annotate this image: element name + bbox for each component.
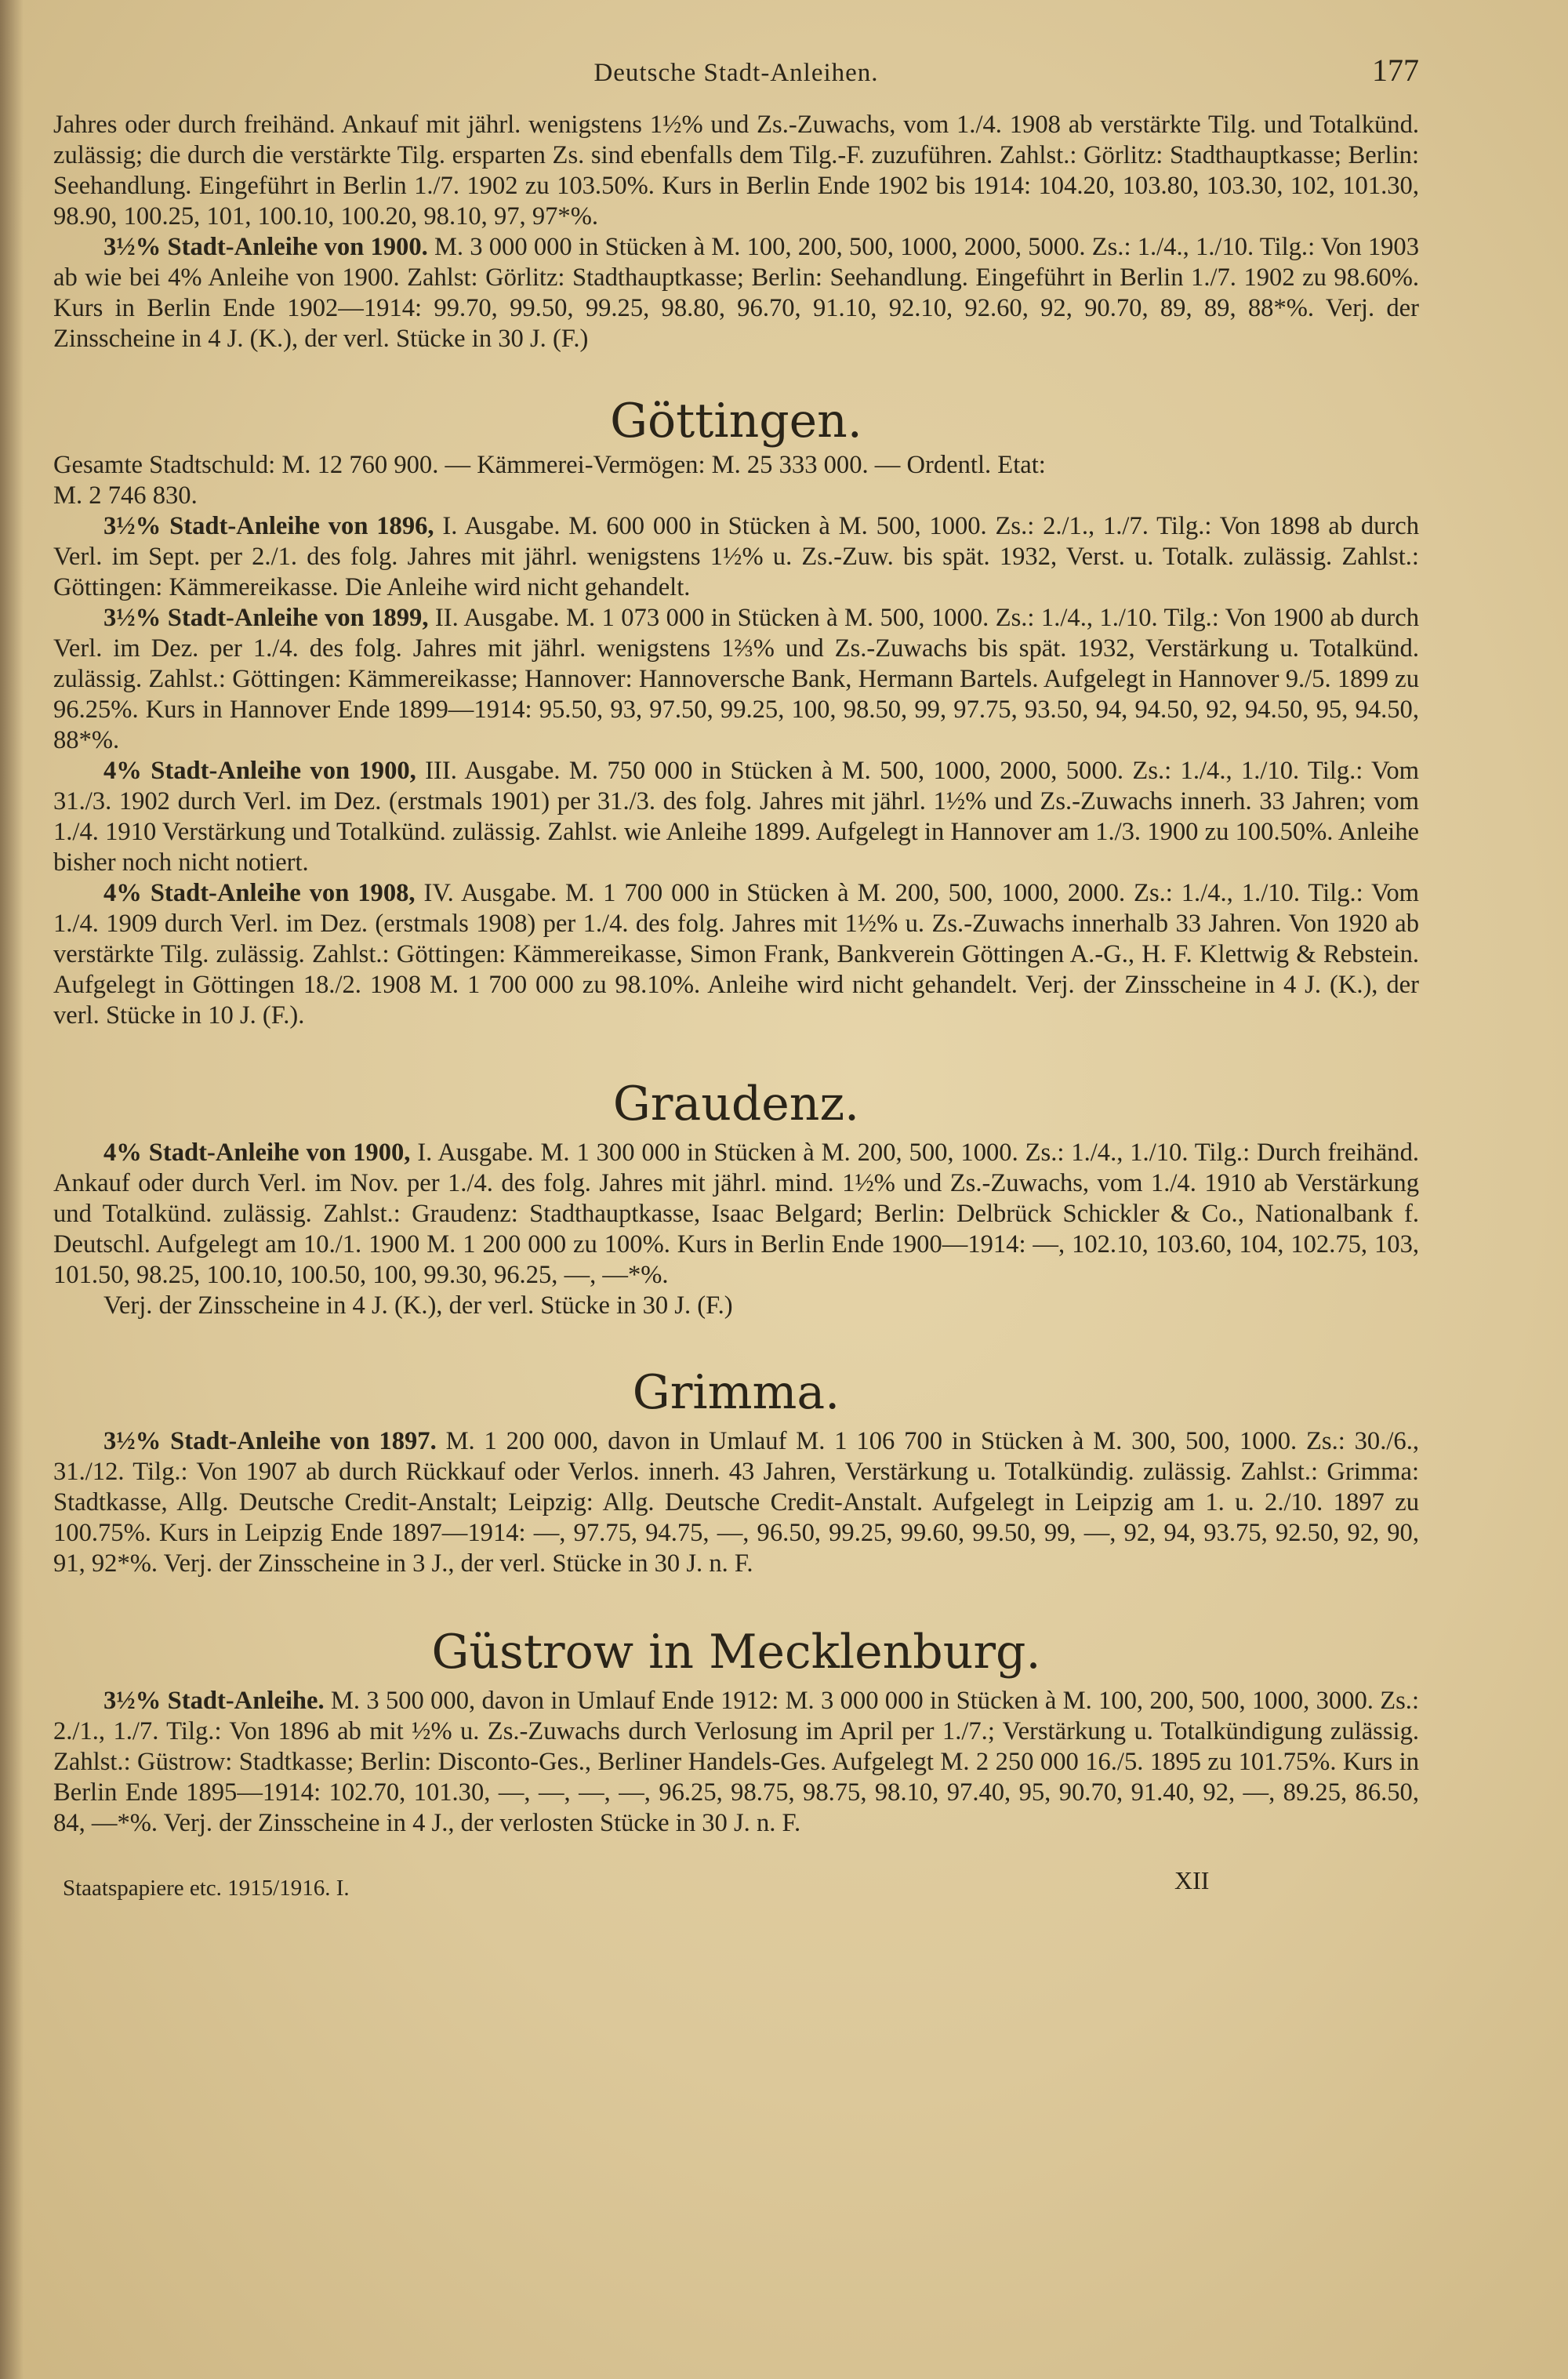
loan-limitation: Verj. der Zinsscheine in 4 J. (K.), der verl. Stücke in 30 J. (F.) [103, 1291, 733, 1320]
city-heading-guestrow: Güstrow in Mecklenburg. [431, 1625, 1041, 1680]
city-heading-goettingen: Göttingen. [610, 394, 862, 449]
page-header [53, 55, 1419, 110]
loan-entry [53, 878, 1419, 1031]
loan-body: IV. Ausgabe. M. 1 700 000 in Stücken à M. 200, 500, 1000, 2000. Zs.: 1./4., 1./10. Tilg.: Vom 1./4. 1909 durch Verl. im Dez. (erstmals 1908) per 1./4. des folg. Jahres mit 1½% u. Zs.-Zuwachs innerhalb 33 Jahren. Von 1920 ab verstärkte Tilg. zulässig. Zahlst.: Göttingen: Kämmereikasse, Simon Frank, Bankverein Göttingen A.-G., H. F. Klettwig & Rebstein. Aufgelegt in Göttingen 18./2. 1908 M. 1 700 000 zu 98.10%. Anleihe wird nicht gehandelt. Verj. der Zinsscheine in 4 J. (K.), der verl. Stücke in 10 J. (F.). [53, 879, 1419, 1030]
loan-title: 3½% Stadt-Anleihe. [103, 1687, 325, 1715]
loan-title: 4% Stadt-Anleihe von 1900, [103, 757, 416, 785]
loan-title: 3½% Stadt-Anleihe von 1900. [103, 233, 428, 261]
page-number: 177 [1372, 53, 1419, 88]
running-title: Deutsche Stadt-Anleihen. [593, 59, 879, 87]
debt-summary: Gesamte Stadtschuld: M. 12 760 900. — Kämmerei-Vermögen: M. 25 333 000. — Ordentl. Etat: [53, 451, 1046, 479]
loan-entry [53, 1686, 1419, 1839]
city-heading-graudenz: Graudenz. [612, 1077, 860, 1131]
loan-entry [53, 1426, 1419, 1579]
loan-entry [53, 603, 1419, 756]
page-content [53, 53, 1420, 1901]
loan-body: II. Ausgabe. M. 1 073 000 in Stücken à M. 500, 1000. Zs.: 1./4., 1./10. Tilg.: Von 1900 ab durch Verl. im Dez. per 1./4. des folg. Jahres mit jährl. wenigstens 1⅔% und Zs.-Zuwachs bis spät. 1932, Verstärkung u. Totalkünd. zulässig. Zahlst.: Göttingen: Kämmereikasse; Hannover: Hannoversche Bank, Hermann Bartels. Aufgelegt in Hannover 9./5. 1899 zu 96.25%. Kurs in Hannover Ende 1899—1914: 95.50, 93, 97.50, 99.25, 100, 98.50, 99, 97.75, 93.50, 94, 94.50, 92, 94.50, 95, 94.50, 88*%. [53, 604, 1419, 754]
loan-title: 3½% Stadt-Anleihe von 1899, [103, 604, 429, 632]
footer-signature-mark: Staatspapiere etc. 1915/1916. I. [63, 1876, 350, 1901]
loan-entry [53, 232, 1419, 354]
loan-body: I. Ausgabe. M. 1 300 000 in Stücken à M. 200, 500, 1000. Zs.: 1./4., 1./10. Tilg.: Durch freihänd. Ankauf oder durch Verl. im Nov. per 1./4. des folg. Jahres mit jährl. mind. 1½% und Zs.-Zuwachs, vom 1./4. 1910 ab Verstärkung und Totalkünd. zulässig. Zahlst.: Graudenz: Stadthauptkasse, Isaac Belgard; Berlin: Delbrück Schickler & Co., Nationalbank f. Deutschl. Aufgelegt am 10./1. 1900 M. 1 200 000 zu 100%. Kurs in Berlin Ende 1900—1914: —, 102.10, 103.60, 104, 102.75, 103, 101.50, 98.25, 100.10, 100.50, 100, 99.30, 96.25, —, —*%. [53, 1139, 1420, 1289]
loan-entry [53, 511, 1419, 603]
loan-title: 3½% Stadt-Anleihe von 1896, [103, 512, 434, 540]
loan-body: M. 3 000 000 in Stücken à M. 100, 200, 500, 1000, 2000, 5000. Zs.: 1./4., 1./10. Tilg.: Von 1903 ab wie bei 4% Anleihe von 1900. Zahlst: Görlitz: Stadthauptkasse; Berlin: Seehandlung. Eingeführt in Berlin 1./7. 1902 zu 98.60%. Kurs in Berlin Ende 1902—1914: 99.70, 99.50, 99.25, 98.80, 96.70, 91.10, 92.10, 92.60, 92, 90.70, 89, 89, 88*%. Verj. der Zinsscheine in 4 J. (K.), der verl. Stücke in 30 J. (F.) [53, 233, 1419, 353]
loan-entry [53, 756, 1419, 878]
loan-title: 3½% Stadt-Anleihe von 1897. [103, 1427, 437, 1455]
footer-sheet-number: XII [1174, 1866, 1210, 1894]
loan-body: M. 3 500 000, davon in Umlauf Ende 1912: M. 3 000 000 in Stücken à M. 100, 200, 500, 1000, 3000. Zs.: 2./1., 1./7. Tilg.: Von 1896 ab mit ½% u. Zs.-Zuwachs durch Verlosung im April per 1./7.; Verstärkung u. Totalkündigung zulässig. Zahlst.: Güstrow: Stadtkasse; Berlin: Disconto-Ges., Berliner Handels-Ges. Aufgelegt M. 2 250 000 16./5. 1895 zu 101.75%. Kurs in Berlin Ende 1895—1914: 102.70, 101.30, —, —, —, —, 96.25, 98.75, 98.75, 98.10, 97.40, 95, 90.70, 91.40, 92, —, 89.25, 86.50, 84, —*%. Verj. der Zinsscheine in 4 J., der verlosten Stücke in 30 J. n. F. [53, 1687, 1420, 1837]
loan-entry [53, 1138, 1419, 1291]
page-footer [53, 1865, 1419, 1901]
debt-summary-etat: M. 2 746 830. [53, 481, 198, 510]
loan-body: I. Ausgabe. M. 600 000 in Stücken à M. 500, 1000. Zs.: 2./1., 1./7. Tilg.: Von 1898 ab durch Verl. im Sept. per 2./1. des folg. Jahres mit jährl. wenigstens 1½% u. Zs.-Zuw. bis spät. 1932, Verst. u. Totalk. zulässig. Zahlst.: Göttingen: Kämmereikasse. Die Anleihe wird nicht gehandelt. [53, 512, 1419, 601]
loan-body: M. 1 200 000, davon in Umlauf M. 1 106 700 in Stücken à M. 300, 500, 1000. Zs.: 30./6., 31./12. Tilg.: Von 1907 ab durch Rückkauf oder Verlos. innerh. 43 Jahren, Verstärkung u. Totalkündig. zulässig. Zahlst.: Grimma: Stadtkasse, Allg. Deutsche Credit-Anstalt; Leipzig: Allg. Deutsche Credit-Anstalt. Aufgelegt in Leipzig am 1. u. 2./10. 1897 zu 100.75%. Kurs in Leipzig Ende 1897—1914: —, 97.75, 94.75, —, 96.50, 99.25, 99.60, 99.50, 99, —, 92, 94, 93.75, 92.50, 92, 90, 91, 92*%. Verj. der Zinsscheine in 3 J., der verl. Stücke in 30 J. n. F. [53, 1427, 1419, 1578]
loan-title: 4% Stadt-Anleihe von 1908, [103, 879, 416, 907]
loan-title: 4% Stadt-Anleihe von 1900, [103, 1139, 411, 1167]
intro-paragraph: Jahres oder durch freihänd. Ankauf mit jährl. wenigstens 1½% und Zs.-Zuwachs, vom 1./4. 1908 ab verstärkte Tilg. und Totalkünd. zulässig; die durch die verstärkte Tilg. ersparten Zs. sind ebenfalls dem Tilg.-F. zuzuführen. Zahlst.: Görlitz: Stadthauptkasse; Berlin: Seehandlung. Eingeführt in Berlin 1./7. 1902 zu 103.50%. Kurs in Berlin Ende 1902 bis 1914: 104.20, 103.80, 103.30, 102, 101.30, 98.90, 100.25, 101, 100.10, 100.20, 98.10, 97, 97*%. [53, 111, 1419, 231]
loan-body: III. Ausgabe. M. 750 000 in Stücken à M. 500, 1000, 2000, 5000. Zs.: 1./4., 1./10. Tilg.: Vom 31./3. 1902 durch Verl. im Dez. (erstmals 1901) per 31./3. des folg. Jahres mit jährl. 1½% und Zs.-Zuwachs innerh. 33 Jahren; vom 1./4. 1910 Verstärkung und Totalkünd. zulässig. Zahlst. wie Anleihe 1899. Aufgelegt in Hannover am 1./3. 1900 zu 100.50%. Anleihe bisher noch nicht notiert. [53, 757, 1419, 877]
city-heading-grimma: Grimma. [632, 1365, 840, 1420]
